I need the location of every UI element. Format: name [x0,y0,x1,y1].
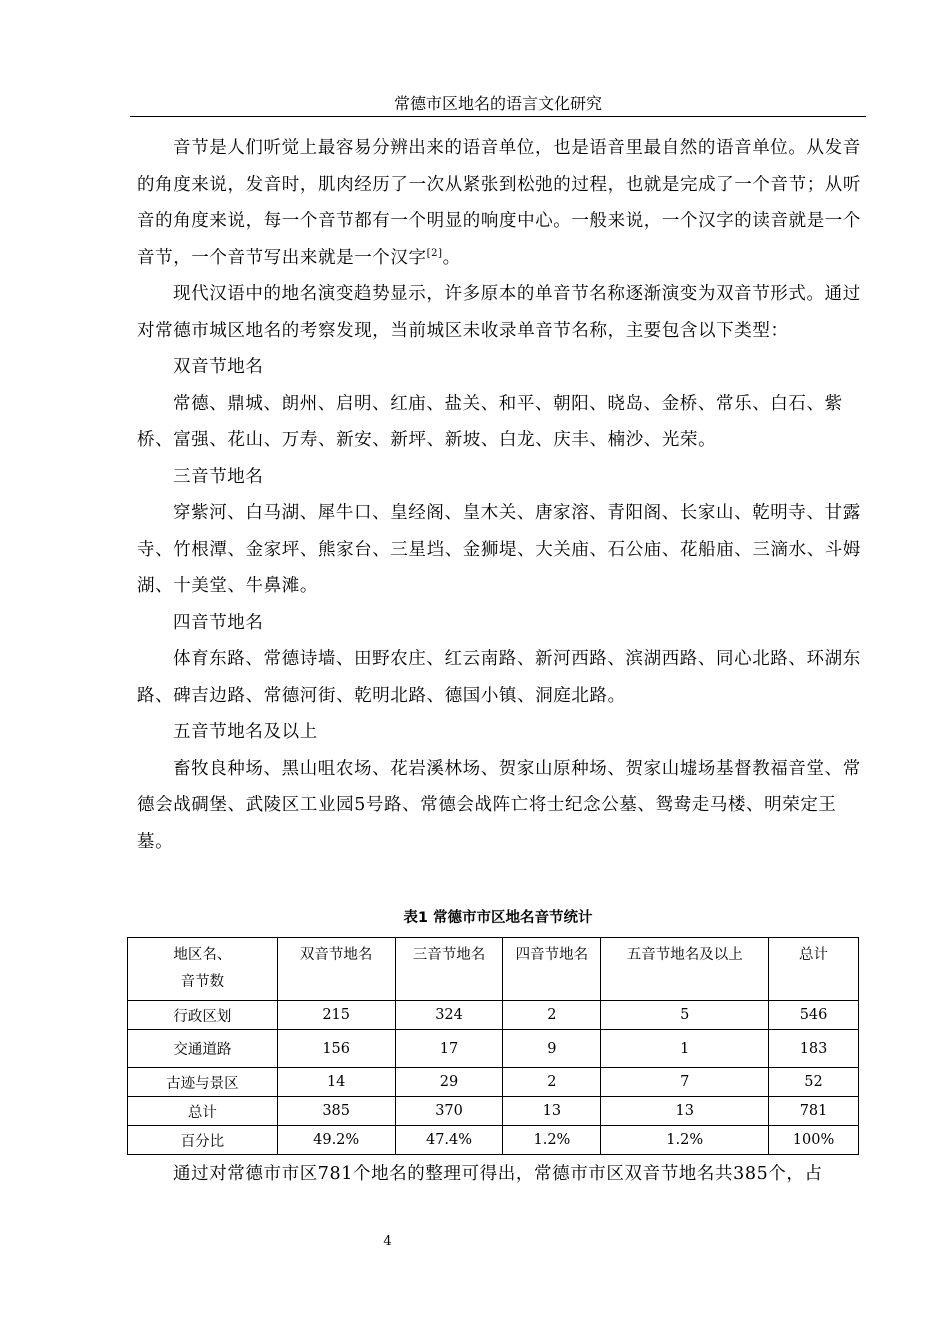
row-label: 古迹与景区 [128,1068,278,1097]
table-cell: 13 [601,1097,769,1126]
row-label: 总计 [128,1097,278,1126]
table-cell: 29 [395,1068,503,1097]
continuation-text [137,1156,865,1193]
heading-five-syllable: 五音节地名及以上 [173,722,318,742]
syllable-stats-table [127,937,859,1155]
table-cell: 370 [395,1097,503,1126]
corner-line2: 音节数 [180,974,225,990]
running-header: 常德市区地名的语言文化研究 [130,92,866,117]
corner-line1: 地区名、 [173,947,232,963]
table-cell: 14 [277,1068,395,1097]
list-two-syllable: 常德、鼎城、朗州、启明、红庙、盐关、和平、朝阳、晓岛、金桥、常乐、白石、紫桥、富强、花山、万寿、新安、新坪、新坡、白龙、庆丰、楠沙、光荣。 [137,393,843,450]
table-cell: 2 [503,1068,601,1097]
column-header: 双音节地名 [277,938,395,1001]
row-label: 行政区划 [128,1001,278,1030]
table-header-row [128,938,859,1001]
table-cell: 215 [277,1001,395,1030]
table-row [128,1068,859,1097]
paragraph-end: 。 [442,247,461,268]
body-text [137,130,861,860]
list-five-syllable: 畜牧良种场、黑山咀农场、花岩溪林场、贺家山原种场、贺家山墟场基督教福音堂、常德会战碉堡、武陵区工业园5号路、常德会战阵亡将士纪念公墓、鸳鸯走马楼、明荣定王墓。 [137,758,861,852]
paragraph-summary: 通过对常德市市区781个地名的整理可得出，常德市市区双音节地名共385个，占 [173,1164,823,1184]
table-cell: 13 [503,1097,601,1126]
citation-ref: [2] [426,247,443,259]
table-cell: 1 [601,1030,769,1068]
table-caption: 表1 常德市市区地名音节统计 [403,910,593,926]
table-cell: 9 [503,1030,601,1068]
heading-four-syllable: 四音节地名 [173,612,264,633]
table-cell: 17 [395,1030,503,1068]
paragraph-evolution: 现代汉语中的地名演变趋势显示，许多原本的单音节名称逐渐演变为双音节形式。通过对常德市城区地名的考察发现，当前城区未收录单音节名称，主要包含以下类型： [137,284,861,341]
table-cell: 1.2% [601,1126,769,1155]
table-cell: 156 [277,1030,395,1068]
table-row [128,1001,859,1030]
column-header: 三音节地名 [395,938,503,1001]
list-four-syllable: 体育东路、常德诗墙、田野农庄、红云南路、新河西路、滨湖西路、同心北路、环湖东路、碑吉边路、常德河街、乾明北路、德国小镇、洞庭北路。 [137,649,861,706]
table-cell: 100% [769,1126,859,1155]
table-cell: 5 [601,1001,769,1030]
page-number: 4 [383,1234,392,1249]
paragraph-syllable-definition [137,130,861,276]
table-cell: 183 [769,1030,859,1068]
table-cell: 47.4% [395,1126,503,1155]
row-label: 百分比 [128,1126,278,1155]
table-corner-cell [128,938,278,1001]
table-cell: 52 [769,1068,859,1097]
table-cell: 1.2% [503,1126,601,1155]
heading-three-syllable: 三音节地名 [173,466,264,487]
heading-two-syllable: 双音节地名 [173,357,264,377]
table-row [128,1097,859,1126]
column-header: 四音节地名 [503,938,601,1001]
table-cell: 324 [395,1001,503,1030]
list-three-syllable: 穿紫河、白马湖、犀牛口、皇经阁、皇木关、唐家溶、青阳阁、长家山、乾明寺、甘露寺、竹根潭、金家坪、熊家台、三星垱、金狮堤、大关庙、石公庙、花船庙、三滴水、斗姆湖、十美堂、牛鼻滩。 [137,503,861,596]
table-cell: 781 [769,1097,859,1126]
table-row [128,1030,859,1068]
table-cell: 49.2% [277,1126,395,1155]
table-cell: 546 [769,1001,859,1030]
table-cell: 7 [601,1068,769,1097]
column-header: 总计 [769,938,859,1001]
row-label: 交通道路 [128,1030,278,1068]
table-cell: 2 [503,1001,601,1030]
paragraph-text: 音节是人们听觉上最容易分辨出来的语音单位，也是语音里最自然的语音单位。从发音的角度来说，发音时，肌肉经历了一次从紧张到松弛的过程，也就是完成了一个音节；从听音的角度来说，每一个音节都有一个明显的响度中心。一般来说，一个汉字的读音就是一个音节，一个音节写出来就是一个汉字 [137,138,861,268]
table-row [128,1126,859,1155]
table-cell: 385 [277,1097,395,1126]
column-header: 五音节地名及以上 [601,938,769,1001]
